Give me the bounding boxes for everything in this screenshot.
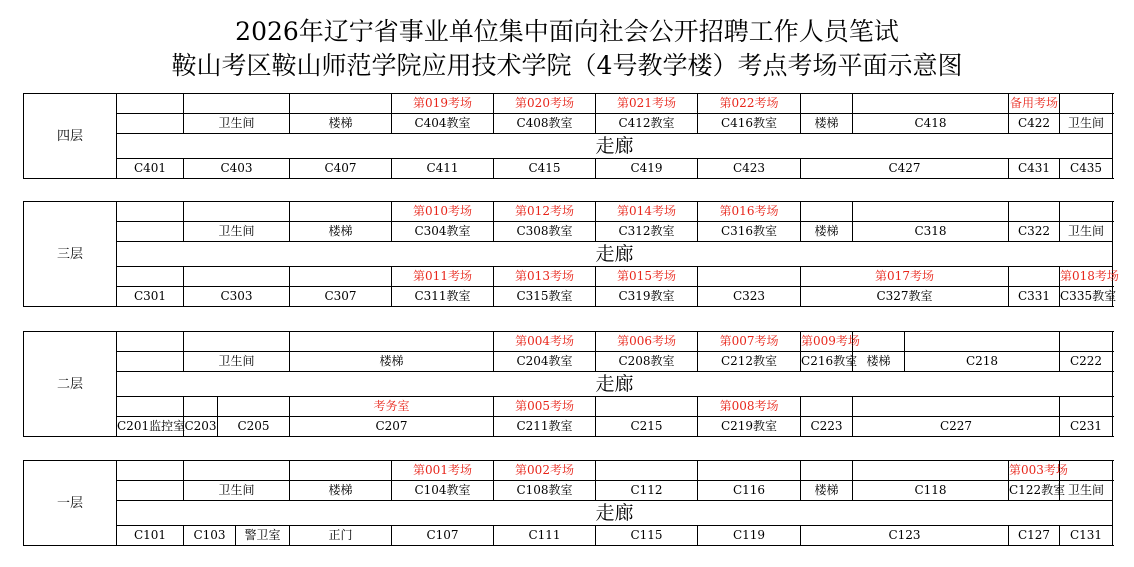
corridor: 走廊 [117, 134, 1113, 159]
exam-cell [1009, 267, 1060, 287]
exam-room-label: 第021考场 [596, 94, 698, 114]
exam-cell [905, 332, 1060, 352]
exam-cell [184, 397, 218, 417]
floor-1-plan [23, 460, 1113, 546]
room-cell: 卫生间 [184, 352, 290, 372]
room-cell: C303 [184, 287, 290, 307]
exam-cell [117, 94, 184, 114]
room-cell: 卫生间 [1060, 114, 1113, 134]
exam-room-label: 第018考场 [1060, 267, 1113, 287]
exam-room-label: 第009考场 [801, 332, 853, 352]
room-cell: C307 [290, 287, 392, 307]
exam-cell [290, 332, 494, 352]
exam-cell [184, 332, 290, 352]
room-cell: C403 [184, 159, 290, 179]
exam-cell [184, 202, 290, 222]
room-cell: C404教室 [392, 114, 494, 134]
exam-cell [1060, 332, 1113, 352]
exam-room-label: 第020考场 [494, 94, 596, 114]
room-cell: C327教室 [801, 287, 1009, 307]
exam-cell [117, 397, 184, 417]
room-cell [117, 481, 184, 501]
exam-cell [184, 267, 290, 287]
exam-room-label: 第016考场 [698, 202, 801, 222]
exam-cell [290, 267, 392, 287]
room-cell: 警卫室 [236, 526, 290, 546]
room-cell: C107 [392, 526, 494, 546]
exam-cell [853, 202, 1009, 222]
room-cell: 卫生间 [1060, 222, 1113, 242]
exam-cell [698, 461, 801, 481]
room-cell: C211教室 [494, 417, 596, 437]
corridor: 走廊 [117, 372, 1113, 397]
room-cell: 卫生间 [1060, 481, 1113, 501]
room-cell: C308教室 [494, 222, 596, 242]
exam-cell [596, 397, 698, 417]
room-cell: C415 [494, 159, 596, 179]
room-cell: C319教室 [596, 287, 698, 307]
exam-room-label: 第007考场 [698, 332, 801, 352]
room-cell: C118 [853, 481, 1009, 501]
exam-cell [801, 397, 853, 417]
exam-cell [117, 332, 184, 352]
exam-cell [853, 397, 1060, 417]
exam-cell [1060, 202, 1113, 222]
exam-cell [801, 94, 853, 114]
exam-cell [853, 461, 1009, 481]
corridor: 走廊 [117, 242, 1113, 267]
exam-room-label: 第019考场 [392, 94, 494, 114]
room-cell: C218 [905, 352, 1060, 372]
floor-label: 二层 [24, 332, 117, 437]
room-cell: C335教室 [1060, 287, 1113, 307]
floor-label: 一层 [24, 461, 117, 546]
room-cell: C104教室 [392, 481, 494, 501]
room-cell: 卫生间 [184, 481, 290, 501]
floor-2-plan [23, 331, 1113, 437]
room-cell: C331 [1009, 287, 1060, 307]
room-cell: C112 [596, 481, 698, 501]
room-cell: C219教室 [698, 417, 801, 437]
room-cell: C101 [117, 526, 184, 546]
main-entrance: 正门 [290, 526, 392, 546]
exam-cell [290, 94, 392, 114]
room-cell: C411 [392, 159, 494, 179]
room-cell: C227 [853, 417, 1060, 437]
exam-cell [1060, 94, 1113, 114]
room-cell: C401 [117, 159, 184, 179]
room-cell: C123 [801, 526, 1009, 546]
floor-3-plan [23, 201, 1119, 307]
room-cell: C122教室 [1009, 481, 1060, 501]
floor-label: 三层 [24, 202, 117, 307]
exam-room-label: 第008考场 [698, 397, 801, 417]
room-cell: 楼梯 [853, 352, 905, 372]
room-cell: C416教室 [698, 114, 801, 134]
room-cell: C422 [1009, 114, 1060, 134]
room-cell: C304教室 [392, 222, 494, 242]
room-cell: 卫生间 [184, 114, 290, 134]
room-cell: C423 [698, 159, 801, 179]
room-cell: C419 [596, 159, 698, 179]
corridor: 走廊 [117, 501, 1113, 526]
exam-room-label: 第005考场 [494, 397, 596, 417]
exam-room-label: 第011考场 [392, 267, 494, 287]
exam-room-label: 第006考场 [596, 332, 698, 352]
exam-cell [801, 461, 853, 481]
room-cell: C207 [290, 417, 494, 437]
exam-cell [290, 202, 392, 222]
room-cell: C412教室 [596, 114, 698, 134]
room-cell: C312教室 [596, 222, 698, 242]
room-cell: C204教室 [494, 352, 596, 372]
exam-room-label: 第022考场 [698, 94, 801, 114]
room-cell: C435 [1060, 159, 1113, 179]
room-cell: 楼梯 [801, 222, 853, 242]
exam-cell [801, 202, 853, 222]
room-cell: C131 [1060, 526, 1113, 546]
room-cell: C318 [853, 222, 1009, 242]
room-cell: C208教室 [596, 352, 698, 372]
exam-cell [117, 267, 184, 287]
exam-cell [117, 461, 184, 481]
exam-room-label: 第012考场 [494, 202, 596, 222]
room-cell: C223 [801, 417, 853, 437]
exam-room-label: 第015考场 [596, 267, 698, 287]
exam-cell [117, 202, 184, 222]
room-cell: C203 [184, 417, 218, 437]
exam-cell [218, 397, 290, 417]
exam-cell [1009, 202, 1060, 222]
room-cell [117, 114, 184, 134]
room-cell: C316教室 [698, 222, 801, 242]
exam-room-label: 第004考场 [494, 332, 596, 352]
room-cell: 楼梯 [801, 114, 853, 134]
exam-cell [290, 461, 392, 481]
exam-room-label: 第017考场 [801, 267, 1009, 287]
floor-label: 四层 [24, 94, 117, 179]
room-cell: C116 [698, 481, 801, 501]
page-subtitle: 鞍山考区鞍山师范学院应用技术学院（4号教学楼）考点考场平面示意图 [171, 51, 963, 80]
exam-room-label: 第014考场 [596, 202, 698, 222]
room-cell: C231 [1060, 417, 1113, 437]
exam-office-label: 考务室 [290, 397, 494, 417]
room-cell: C108教室 [494, 481, 596, 501]
room-cell: C431 [1009, 159, 1060, 179]
room-cell: C127 [1009, 526, 1060, 546]
exam-room-label: 第013考场 [494, 267, 596, 287]
room-cell: C215 [596, 417, 698, 437]
room-cell: C222 [1060, 352, 1113, 372]
exam-cell [184, 94, 290, 114]
room-cell: C311教室 [392, 287, 494, 307]
exam-room-label: 第010考场 [392, 202, 494, 222]
exam-room-label: 第003考场 [1009, 461, 1060, 481]
room-cell: C407 [290, 159, 392, 179]
exam-cell [698, 267, 801, 287]
room-cell: 楼梯 [290, 222, 392, 242]
room-cell: C111 [494, 526, 596, 546]
room-cell: 楼梯 [290, 114, 392, 134]
room-cell: C408教室 [494, 114, 596, 134]
exam-room-label: 第002考场 [494, 461, 596, 481]
room-cell: C427 [801, 159, 1009, 179]
room-cell: C119 [698, 526, 801, 546]
room-cell: C418 [853, 114, 1009, 134]
room-cell: C323 [698, 287, 801, 307]
room-cell: C216教室 [801, 352, 853, 372]
room-cell: 楼梯 [290, 352, 494, 372]
exam-cell [853, 94, 1009, 114]
exam-cell [853, 332, 905, 352]
room-cell: C315教室 [494, 287, 596, 307]
room-cell: C201监控室 [117, 417, 184, 437]
floor-4-plan [23, 93, 1113, 179]
room-cell: C212教室 [698, 352, 801, 372]
exam-room-label: 第001考场 [392, 461, 494, 481]
exam-cell [1060, 397, 1113, 417]
room-cell: 楼梯 [290, 481, 392, 501]
exam-room-label: 备用考场 [1009, 94, 1060, 114]
room-cell: 卫生间 [184, 222, 290, 242]
room-cell: C115 [596, 526, 698, 546]
room-cell [117, 222, 184, 242]
room-cell: 楼梯 [801, 481, 853, 501]
room-cell: C103 [184, 526, 236, 546]
exam-cell [596, 461, 698, 481]
room-cell: C322 [1009, 222, 1060, 242]
room-cell: C205 [218, 417, 290, 437]
room-cell: C301 [117, 287, 184, 307]
exam-cell [184, 461, 290, 481]
room-cell [117, 352, 184, 372]
page-title: 2026年辽宁省事业单位集中面向社会公开招聘工作人员笔试 [235, 17, 899, 46]
